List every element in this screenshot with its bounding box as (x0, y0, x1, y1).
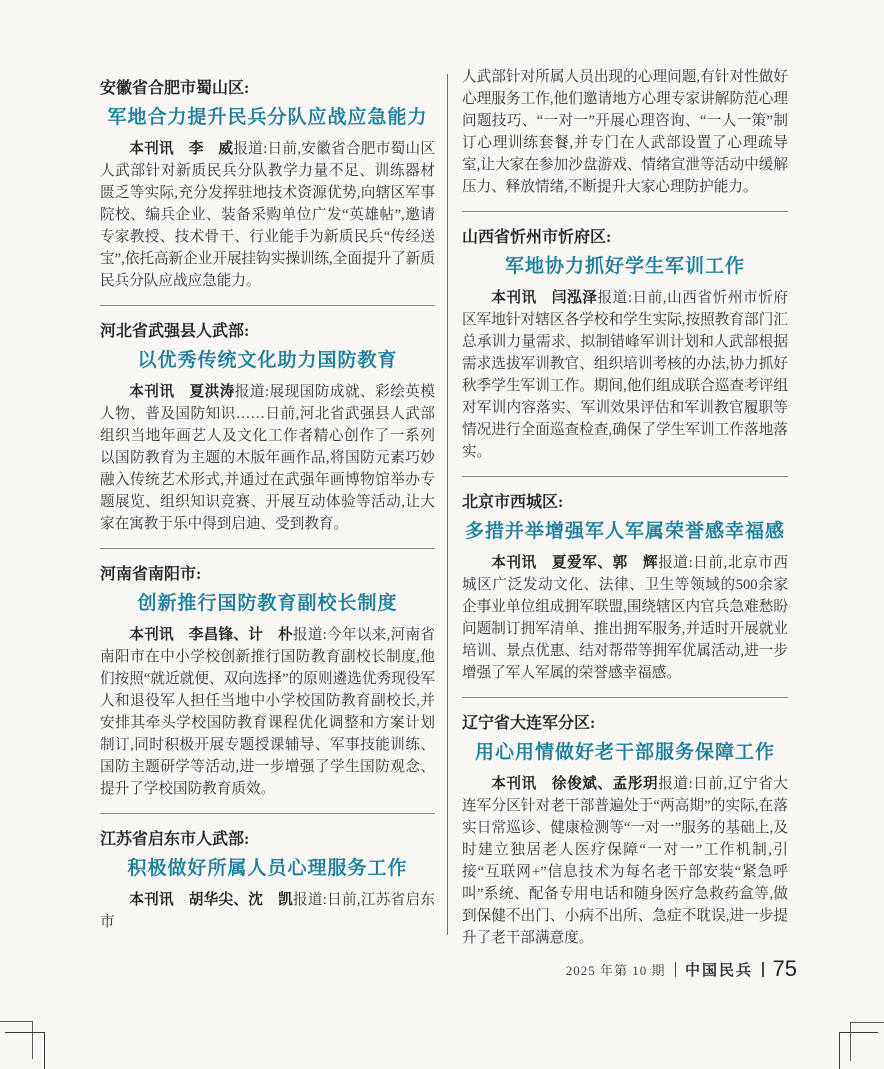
article-location: 江苏省启东市人武部: (100, 831, 250, 848)
article-location: 辽宁省大连军分区: (462, 715, 596, 732)
article-title: 用心用情做好老干部服务保障工作 (474, 742, 775, 763)
article-location: 安徽省合肥市蜀山区: (100, 80, 250, 97)
crop-mark-bottom-right-inner (839, 1032, 878, 1069)
article-title: 军地协力抓好学生军训工作 (504, 256, 745, 277)
article-body-text: 报道:日前,安徽省合肥市蜀山区人武部针对新质民兵分队教学力量不足、训练器材匮乏等实际,充分发挥驻地技术资源优势,向辖区军事院校、编兵企业、装备采购单位广发“英雄帖”,邀请专家教授、技术骨干、行业能手为新质民兵“传经送宝”,依托高新企业开展挂钩实操训练,全面提升了新质民兵分队应战应急能力。 (100, 141, 435, 289)
article-divider (462, 211, 788, 212)
article-body-text: 报道:日前,江苏省启东市 (100, 892, 435, 930)
article-body (100, 381, 435, 535)
column-divider (447, 74, 448, 935)
footer-separator (675, 962, 677, 977)
footer-issue: 2025 年第 10 期 (565, 962, 666, 978)
article-body (100, 624, 435, 800)
article (100, 829, 435, 933)
article-body-text: 报道:日前,辽宁省大连军分区针对老干部普遍处于“两高期”的实际,在落实日常巡诊、健康检测等“一对一”服务的基础上,及时建立独居老人医疗保障“一对一”工作机制,引接“互联网+”信息技术为每名老干部安装“紧急呼叫”系统、配备专用电话和随身医疗急救药盒等,做到保健不出门、小病不出所、急症不耽误,进一步提升了老干部满意度。 (462, 776, 788, 946)
article (100, 564, 435, 800)
page-footer (100, 956, 797, 982)
article-title: 军地合力提升民兵分队应战应急能力 (107, 107, 428, 128)
article-body (100, 138, 435, 292)
article-body-text: 报道:今年以来,河南省南阳市在中小学校创新推行国防教育副校长制度,他们按照“就近就便、双向选择”的原则遴选优秀现役军人和退役军人担任当地中小学校国防教育副校长,并安排其牵头学校国防教育课程优化调整和方案计划制订,同时积极开展专题授课辅导、军事技能训练、国防主题研学等活动,进一步增强了学生国防观念、提升了学校国防教育质效。 (100, 627, 435, 797)
article (462, 227, 788, 463)
article-body (462, 287, 788, 463)
article-divider (462, 476, 788, 477)
article-location: 北京市西城区: (462, 494, 564, 511)
article-title: 积极做好所属人员心理服务工作 (127, 858, 408, 879)
article-body (462, 773, 788, 949)
article (100, 78, 435, 292)
article-location: 河南省南阳市: (100, 566, 202, 583)
footer-page-number: 75 (772, 956, 797, 981)
article-body-text: 报道:日前,山西省忻州市忻府区军地针对辖区各学校和学生实际,按照教育部门汇总承训力量需求、拟制错峰军训计划和人武部根据需求选拔军训教官、组织培训考核的办法,协力抓好秋季学生军训工作。期间,他们组成联合巡查考评组对军训内容落实、军训效果评估和军训教官履职等情况进行全面巡查检查,确保了学生军训工作落地落实。 (462, 290, 788, 460)
article (462, 713, 788, 949)
article-location: 山西省忻州市忻府区: (462, 229, 612, 246)
article-byline: 本刊讯 李昌锋、计 朴 (129, 627, 293, 643)
left-column (100, 78, 435, 933)
article-location: 河北省武强县人武部: (100, 323, 250, 340)
footer-separator (762, 962, 764, 977)
article-divider (100, 548, 435, 549)
article-body (100, 889, 435, 933)
article-body-text: 报道:日前,北京市西城区广泛发动文化、法律、卫生等领域的500余家企事业单位组成拥军联盟,围绕辖区内官兵急难愁盼问题制订拥军清单、推出拥军服务,并适时开展就业培训、景点优惠、结对帮带等拥军优属活动,进一步增强了军人军属的荣誉感幸福感。 (462, 555, 788, 681)
crop-mark-bottom-left-inner (5, 1032, 45, 1069)
article-body-text: 报道:展现国防成就、彩绘英模人物、普及国防知识……日前,河北省武强县人武部组织当地年画艺人及文化工作者精心创作了一系列以国防教育为主题的木版年画作品,将国防元素巧妙融入传统艺术形式,并通过在武强年画博物馆举办专题展览、组织知识竞赛、开展互动体验等活动,让大家在寓教于乐中得到启迪、受到教育。 (100, 384, 435, 532)
article-byline: 本刊讯 胡华尖、沈 凯 (129, 892, 293, 908)
article-body (462, 552, 788, 684)
article-divider (100, 305, 435, 306)
article-title: 以优秀传统文化助力国防教育 (137, 350, 398, 371)
article-divider (462, 697, 788, 698)
article-continuation: 人武部针对所属人员出现的心理问题,有针对性做好心理服务工作,他们邀请地方心理专家讲解防范心理问题技巧、“一对一”开展心理咨询、“一人一策”制订心理训练套餐,并专门在人武部设置了心理疏导室,让大家在参加沙盘游戏、情绪宣泄等活动中缓解压力、释放情绪,不断提升大家心理防护能力。 (462, 69, 788, 195)
article (100, 321, 435, 535)
article-byline: 本刊讯 夏洪涛 (129, 384, 235, 400)
article-byline: 本刊讯 闫泓泽 (491, 290, 598, 306)
article-byline: 本刊讯 夏爱军、郭 辉 (491, 555, 659, 571)
article-title: 创新推行国防教育副校长制度 (137, 593, 398, 614)
right-column (462, 66, 788, 949)
article (462, 492, 788, 684)
article-title: 多措并举增强军人军属荣誉感幸福感 (464, 521, 785, 542)
article-byline: 本刊讯 徐俊斌、孟彤玥 (491, 776, 659, 792)
footer-magazine-name: 中国民兵 (685, 961, 754, 979)
article-divider (100, 813, 435, 814)
article-byline: 本刊讯 李 威 (129, 141, 234, 157)
